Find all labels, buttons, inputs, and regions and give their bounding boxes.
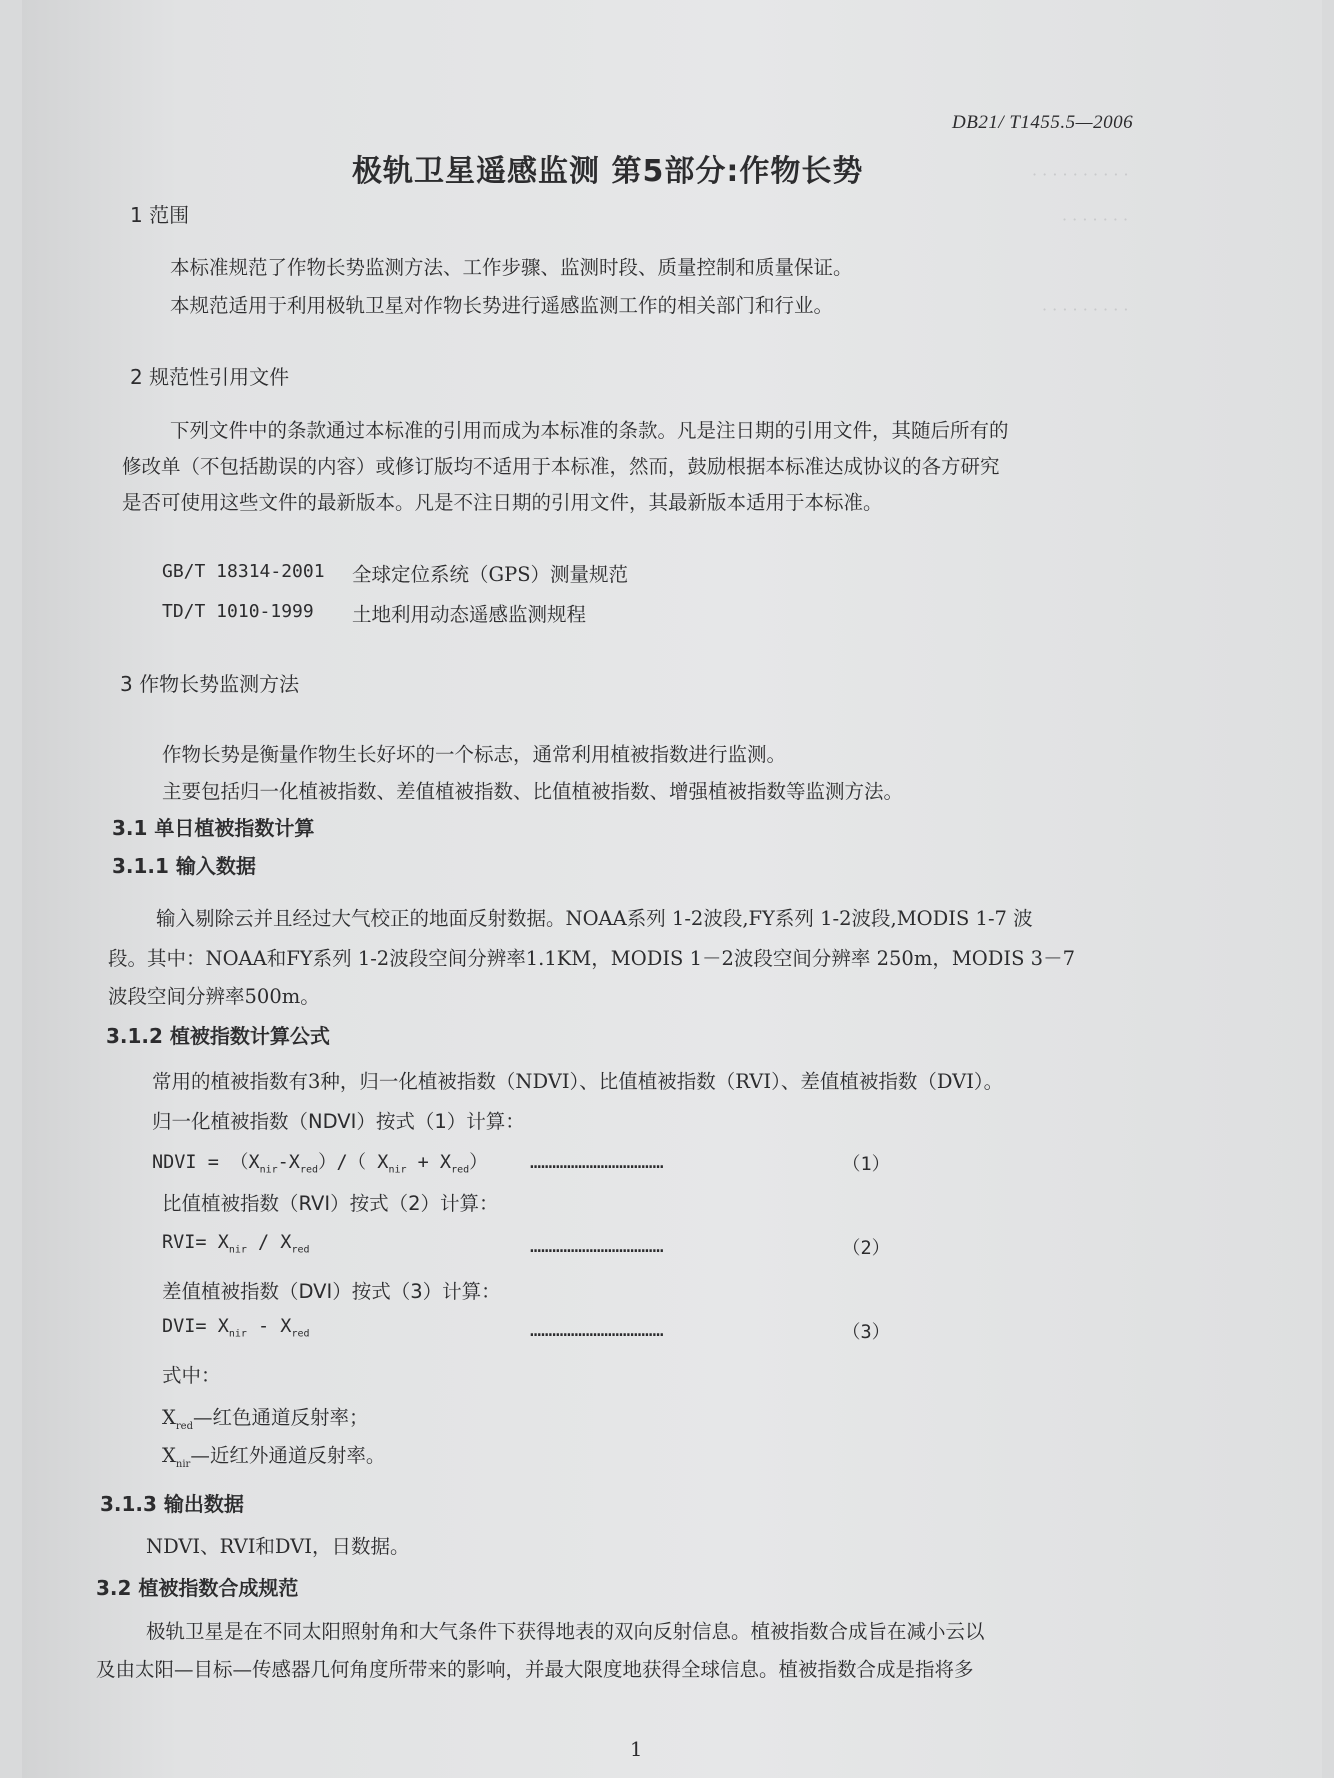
subsection-3-1-1-line: 输入剔除云并且经过大气校正的地面反射数据。NOAA系列 1-2波段,FY系列 1-2波段,MODIS 1-7 波	[156, 907, 1033, 930]
subsection-3-1-3-paragraph: NDVI、RVI和DVI，日数据。	[146, 1535, 410, 1558]
ndvi-formula: NDVI = $(X_{nir}-X_{red})/$（ $X_{nir} + X_{red}$）	[152, 1152, 488, 1176]
subsection-3-2-heading: 3.2 植被指数合成规范	[96, 1576, 299, 1600]
where-label: 式中：	[162, 1364, 221, 1387]
reference-title: 土地利用动态遥感监测规程	[352, 603, 587, 626]
formula-intro-paragraph: 常用的植被指数有3种，归一化植被指数（NDVI）、比值植被指数（RVI）、差值植被指数（DVI）。	[152, 1070, 1004, 1093]
dot-leader: ………………………………	[530, 1320, 664, 1341]
subsection-3-1-1-line: 段。其中：NOAA和FY系列 1-2波段空间分辨率1.1KM，MODIS 1－2波段空间分辨率 250m，MODIS 3－7	[108, 947, 1075, 970]
reference-title: 全球定位系统（GPS）测量规范	[352, 563, 629, 586]
definition-nir: $X_{nir}—$近红外通道反射率。	[162, 1444, 386, 1470]
ndvi-intro: 归一化植被指数（NDVI）按式（1）计算：	[152, 1110, 525, 1133]
section-3-paragraph-2: 主要包括归一化植被指数、差值植被指数、比值植被指数、增强植被指数等监测方法。	[162, 780, 904, 803]
subsection-3-1-heading: 3.1 单日植被指数计算	[112, 816, 315, 840]
section-2-paragraph-line: 是否可使用这些文件的最新版本。凡是不注日期的引用文件，其最新版本适用于本标准。	[122, 491, 883, 514]
subsection-3-2-line: 及由太阳—目标—传感器几何角度所带来的影响，并最大限度地获得全球信息。植被指数合成是指将多	[96, 1658, 974, 1681]
section-2-paragraph-line: 修改单（不包括勘误的内容）或修订版均不适用于本标准，然而，鼓励根据本标准达成协议的各方研究	[122, 455, 1000, 478]
rvi-formula: $RVI= X_{nir} / X_{red}$	[162, 1232, 310, 1256]
page-number: 1	[630, 1738, 643, 1761]
dot-leader: ………………………………	[530, 1152, 664, 1173]
subsection-3-1-1-line: 波段空间分辨率500m。	[108, 985, 320, 1008]
subsection-3-2-line: 极轨卫星是在不同太阳照射角和大气条件下获得地表的双向反射信息。植被指数合成旨在减小云以	[146, 1620, 985, 1643]
equation-number: （3）	[842, 1322, 891, 1343]
rvi-intro: 比值植被指数（RVI）按式（2）计算：	[162, 1192, 499, 1215]
reference-code: GB/T 18314-2001	[162, 561, 325, 582]
section-2-heading: 2 规范性引用文件	[130, 365, 290, 389]
document-page: · · · · · · · · · · · · · · · · · · · · · · · · · · DB21/ T1455.5—2006 极轨卫星遥感监测 第5部分:作物长势 1 范围 本标准规范了作物长势监测方法、工作步骤、监测时段、质量控制和质量保证。 本规范适用于利用极轨卫星对作物长势进行遥感监测工作的相关部门和行业。 2 规范性引用文件 下列文件中的条款通过本标准的引用而成为本标准的条款。凡是注日期的引用文件，其随后所有的 修改单（不包括勘误的内容）或修订版均不适用于本标准，然而，鼓励根据本标准达成协议的各方研究 是否可使用这些文件的最新版本。凡是不注日期的引用文件，其最新版本适用于本标准。 GB/T 18314-2001 全球定位系统（GPS）测量规范 TD/T 1010-1999 土地利用动态遥感监测规程 3 作物长势监测方法 作物长势是衡量作物生长好坏的一个标志，通常利用植被指数进行监测。 主要包括归一化植被指数、差值植被指数、比值植被指数、增强植被指数等监测方法。 3.1 单日植被指数计算 3.1.1 输入数据 输入剔除云并且经过大气校正的地面反射数据。NOAA系列 1-2波段,FY系列 1-2波段,MODIS 1-7 波 段。其中：NOAA和FY系列 1-2波段空间分辨率1.1KM，MODIS 1－2波段空间分辨率 250m，MODIS 3－7 波段空间分辨率500m。 3.1.2 植被指数计算公式 常用的植被指数有3种，归一化植被指数（NDVI）、比值植被指数（RVI）、差值植被指数（DVI）。 归一化植被指数（NDVI）按式（1）计算： NDVI = $(X_{nir}-X_{red})/$（ $X_{nir} + X_{red}$） ……………………………… （1） 比值植被指数（RVI）按式（2）计算： $RVI= X_{nir} / X_{red}$ ……………………………… （2） 差值植被指数（DVI）按式（3）计算： $DVI= X_{nir} - X_{red}$ ……………………………… （3） 式中： $X_{red}—$红色通道反射率； $X_{nir}—$近红外通道反射率。 3.1.3 输出数据 NDVI、RVI和DVI，日数据。 3.2 植被指数合成规范 极轨卫星是在不同太阳照射角和大气条件下获得地表的双向反射信息。植被指数合成旨在减小云以 及由太阳—目标—传感器几何角度所带来的影响，并最大限度地获得全球信息。植被指数合成是指将多 1	[22, 0, 1322, 1778]
section-1-heading: 1 范围	[130, 203, 190, 227]
section-3-heading: 3 作物长势监测方法	[120, 672, 300, 696]
subsection-3-1-3-heading: 3.1.3 输出数据	[100, 1492, 244, 1516]
section-3-paragraph-1: 作物长势是衡量作物生长好坏的一个标志，通常利用植被指数进行监测。	[162, 743, 787, 766]
section-2-paragraph-line: 下列文件中的条款通过本标准的引用而成为本标准的条款。凡是注日期的引用文件，其随后所有的	[170, 419, 1009, 442]
section-1-paragraph-2: 本规范适用于利用极轨卫星对作物长势进行遥感监测工作的相关部门和行业。	[170, 294, 834, 317]
equation-number: （1）	[842, 1154, 891, 1175]
section-1-paragraph-1: 本标准规范了作物长势监测方法、工作步骤、监测时段、质量控制和质量保证。	[170, 256, 853, 279]
subsection-3-1-1-heading: 3.1.1 输入数据	[112, 854, 256, 878]
dvi-intro: 差值植被指数（DVI）按式（3）计算：	[162, 1280, 501, 1303]
reference-code: TD/T 1010-1999	[162, 601, 314, 622]
document-code: DB21/ T1455.5—2006	[952, 112, 1134, 133]
equation-number: （2）	[842, 1238, 891, 1259]
document-title: 极轨卫星遥感监测 第5部分:作物长势	[352, 154, 864, 189]
subsection-3-1-2-heading: 3.1.2 植被指数计算公式	[106, 1024, 330, 1048]
dot-leader: ………………………………	[530, 1236, 664, 1257]
definition-red: $X_{red}—$红色通道反射率；	[162, 1406, 369, 1432]
dvi-formula: $DVI= X_{nir} - X_{red}$	[162, 1316, 310, 1340]
